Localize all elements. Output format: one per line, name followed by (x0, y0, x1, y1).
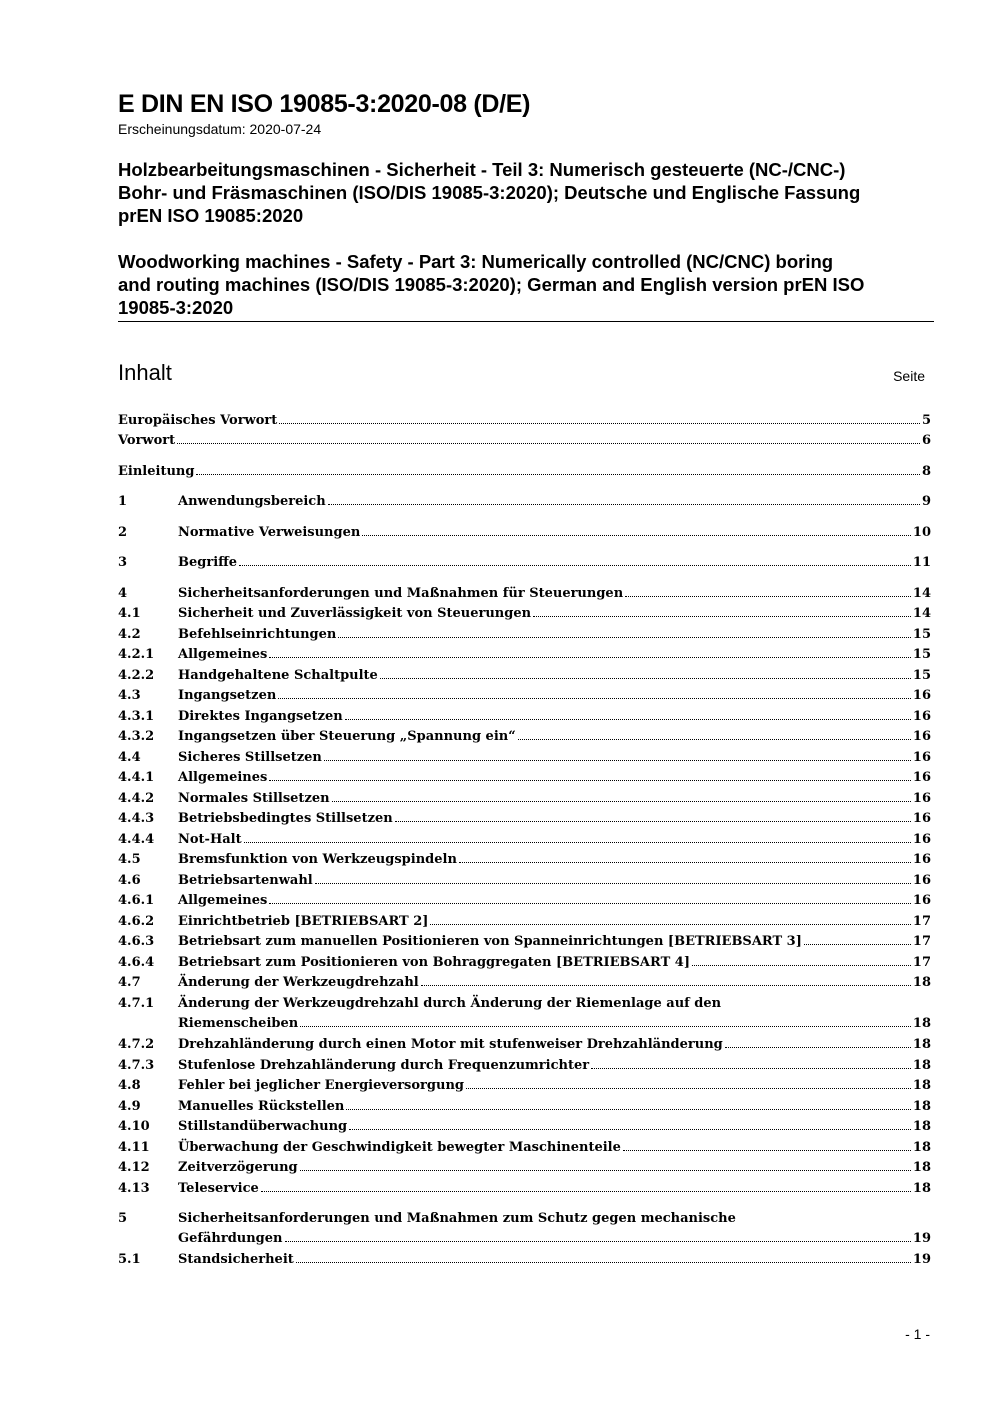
toc-entry-page: 17 (912, 914, 931, 929)
toc-dot-leader (518, 739, 911, 740)
toc-entry-title: Not-Halt (178, 832, 242, 847)
toc-entry-page: 10 (912, 525, 931, 540)
title-german-line: prEN ISO 19085:2020 (118, 205, 304, 226)
toc-entry-title: Betriebsartenwahl (178, 873, 313, 888)
toc-entry-page: 18 (912, 1140, 931, 1155)
toc-entry[interactable] (118, 622, 931, 642)
toc-entry-page: 18 (912, 1078, 931, 1093)
toc-dot-leader (300, 1026, 911, 1027)
toc-entry-title: Drehzahländerung durch einen Motor mit stufenweiser Drehzahländerung (178, 1037, 723, 1052)
toc-entry-number: 4.3.1 (118, 709, 155, 724)
toc-entry-page: 16 (912, 852, 931, 867)
document-id: E DIN EN ISO 19085-3:2020-08 (D/E) (118, 90, 531, 118)
toc-entry-title: Anwendungsbereich (178, 494, 326, 509)
toc-entry[interactable] (118, 909, 931, 929)
toc-entry-page: 14 (912, 586, 931, 601)
toc-entry[interactable] (118, 683, 931, 703)
toc-entry-page: 17 (912, 934, 931, 949)
toc-entry-title: Allgemeines (178, 647, 268, 662)
title-english-line: 19085-3:2020 (118, 297, 234, 318)
toc-heading: Inhalt (118, 360, 172, 385)
toc-entry-number: 4.4.4 (118, 832, 155, 847)
toc-entry-title: Allgemeines (178, 770, 268, 785)
toc-dot-leader (338, 637, 911, 638)
toc-entry-page: 16 (912, 770, 931, 785)
toc-entry-title: Einleitung (118, 464, 195, 479)
toc-entry[interactable] (118, 1206, 931, 1226)
toc-entry[interactable] (118, 642, 931, 662)
toc-entry-title: Stillstandüberwachung (178, 1119, 348, 1134)
toc-entry-page: 18 (912, 1181, 931, 1196)
toc-entry-number: 4.9 (118, 1099, 141, 1114)
toc-entry-page: 18 (912, 1037, 931, 1052)
toc-entry-number: 4.4.1 (118, 770, 155, 785)
toc-dot-leader (591, 1068, 911, 1069)
toc-entry[interactable] (118, 970, 931, 990)
toc-dot-leader (395, 821, 911, 822)
toc-entry-title: Sicherheitsanforderungen und Maßnahmen für Steuerungen (178, 586, 624, 601)
toc-entry-page: 16 (912, 893, 931, 908)
toc-entry-number: 4.4 (118, 750, 141, 765)
toc-entry-title: Standsicherheit (178, 1252, 294, 1267)
title-german (118, 158, 938, 227)
toc-dot-leader (328, 504, 920, 505)
toc-entry-title: Fehler bei jeglicher Energieversorgung (178, 1078, 464, 1093)
toc-entry[interactable] (118, 489, 931, 509)
toc-entry-page: 16 (912, 811, 931, 826)
toc-entry[interactable] (118, 1053, 931, 1073)
toc-entry-page: 18 (912, 1016, 931, 1031)
toc-entry-page: 6 (921, 433, 931, 448)
toc-entry-page: 17 (912, 955, 931, 970)
toc-entry-number: 4.3 (118, 688, 141, 703)
toc-entry-title: Direktes Ingangsetzen (178, 709, 343, 724)
toc-entry[interactable] (118, 581, 931, 601)
toc-entry[interactable] (118, 1114, 931, 1134)
toc-entry-page: 16 (912, 873, 931, 888)
toc-dot-leader (324, 760, 911, 761)
toc-entry[interactable] (118, 1176, 931, 1196)
toc-dot-leader (244, 842, 911, 843)
title-german-line: Bohr- und Fräsmaschinen (ISO/DIS 19085-3:2020); Deutsche und Englische Fassung (118, 182, 861, 203)
toc-dot-leader (804, 944, 911, 945)
toc-entry-number: 4.1 (118, 606, 141, 621)
toc-entry-number: 4.7.2 (118, 1037, 155, 1052)
toc-entry-title: Einrichtbetrieb [BETRIEBSART 2] (178, 914, 429, 929)
toc-dot-leader (430, 924, 910, 925)
toc-entry-number: 3 (118, 555, 128, 570)
toc-entry[interactable] (118, 1155, 931, 1175)
toc-entry-title: Sicherheit und Zuverlässigkeit von Steuerungen (178, 606, 532, 621)
toc-entry-title: Änderung der Werkzeugdrehzahl (178, 975, 419, 990)
toc-entry-number: 5.1 (118, 1252, 141, 1267)
toc-entry-title: Befehlseinrichtungen (178, 627, 337, 642)
toc-entry-number: 4.11 (118, 1140, 150, 1155)
toc-entry-number: 4.10 (118, 1119, 150, 1134)
toc-entry-page: 5 (921, 413, 931, 428)
toc-dot-leader (285, 1241, 911, 1242)
toc-entry-title: Allgemeines (178, 893, 268, 908)
toc-dot-leader (345, 719, 911, 720)
toc-dot-leader (346, 1109, 911, 1110)
toc-entry-page: 18 (912, 1160, 931, 1175)
toc-dot-leader (300, 1170, 911, 1171)
toc-entry-title: Stufenlose Drehzahländerung durch Frequenzumrichter (178, 1058, 590, 1073)
toc-entry-title: Vorwort (118, 433, 176, 448)
toc-entry-number: 4.3.2 (118, 729, 155, 744)
toc-entry-number: 1 (118, 494, 128, 509)
toc-dot-leader (177, 443, 920, 444)
toc-entry[interactable] (118, 724, 931, 744)
toc-entry-title: Betriebsbedingtes Stillsetzen (178, 811, 393, 826)
toc-dot-leader (269, 657, 911, 658)
toc-entry-number: 4.4.3 (118, 811, 155, 826)
toc-entry[interactable] (118, 428, 931, 448)
toc-entry-title: Manuelles Rückstellen (178, 1099, 345, 1114)
toc-dot-leader (296, 1262, 911, 1263)
toc-entry[interactable] (118, 827, 931, 847)
toc-entry[interactable] (118, 806, 931, 826)
toc-entry-title: Teleservice (178, 1181, 259, 1196)
toc-entry-title: Europäisches Vorwort (118, 413, 278, 428)
toc-entry-page: 15 (912, 668, 931, 683)
toc-dot-leader (279, 423, 920, 424)
toc-entry-title: Begriffe (178, 555, 238, 570)
toc-entry-page: 18 (912, 1119, 931, 1134)
toc-entry-page: 18 (912, 975, 931, 990)
toc-entry-number: 4.12 (118, 1160, 150, 1175)
toc-entry-title: Ingangsetzen über Steuerung „Spannung ein“ (178, 729, 516, 744)
toc-dot-leader (239, 565, 911, 566)
toc-entry-number: 2 (118, 525, 128, 540)
toc-entry-title: Änderung der Werkzeugdrehzahl durch Änderung der Riemenlage auf den (178, 996, 722, 1011)
toc-entry-page: 16 (912, 832, 931, 847)
title-english-line: Woodworking machines - Safety - Part 3: Numerically controlled (NC/CNC) boring (118, 251, 834, 272)
toc-entry-title-continuation: Gefährdungen (178, 1231, 283, 1246)
toc-entry[interactable] (118, 991, 931, 1011)
toc-entry-page: 15 (912, 647, 931, 662)
toc-entry-page: 15 (912, 627, 931, 642)
toc-entry-page: 11 (912, 555, 931, 570)
toc-entry[interactable] (118, 1094, 931, 1114)
toc-entry-continuation[interactable] (178, 1226, 931, 1246)
toc-entry-number: 4.2.2 (118, 668, 155, 683)
toc-entry-title: Sicherheitsanforderungen und Maßnahmen zum Schutz gegen mechanische (178, 1211, 736, 1226)
toc-entry-title: Sicheres Stillsetzen (178, 750, 322, 765)
toc-dot-leader (261, 1191, 911, 1192)
toc-entry[interactable] (118, 847, 931, 867)
title-german-line: Holzbearbeitungsmaschinen - Sicherheit - Teil 3: Numerisch gesteuerte (NC-/CNC-) (118, 159, 846, 180)
toc-entry-title: Betriebsart zum Positionieren von Bohraggregaten [BETRIEBSART 4] (178, 955, 690, 970)
toc-entry-number: 4.7.1 (118, 996, 155, 1011)
toc-entry[interactable] (118, 929, 931, 949)
toc-entry[interactable] (118, 408, 931, 428)
toc-dot-leader (466, 1088, 911, 1089)
toc-dot-leader (362, 535, 911, 536)
toc-entry[interactable] (118, 745, 931, 765)
toc-entry[interactable] (118, 601, 931, 621)
toc-dot-leader (421, 985, 911, 986)
toc-entry[interactable] (118, 888, 931, 908)
toc-dot-leader (692, 965, 911, 966)
toc-entry-page: 18 (912, 1058, 931, 1073)
toc-entry-page: 16 (912, 709, 931, 724)
toc-dot-leader (332, 801, 911, 802)
toc-dot-leader (315, 883, 911, 884)
toc-dot-leader (269, 780, 911, 781)
toc-entry-number: 4.6.4 (118, 955, 155, 970)
title-english-line: and routing machines (ISO/DIS 19085-3:2020); German and English version prEN ISO (118, 274, 865, 295)
toc-entry-number: 4.2 (118, 627, 141, 642)
toc-entry-number: 4.4.2 (118, 791, 155, 806)
toc-entry[interactable] (118, 1073, 931, 1093)
toc-entry-number: 4.6.1 (118, 893, 155, 908)
toc-entry-number: 4.8 (118, 1078, 141, 1093)
toc-entry-title: Bremsfunktion von Werkzeugspindeln (178, 852, 457, 867)
toc-dot-leader (196, 474, 920, 475)
toc-entry[interactable] (118, 786, 931, 806)
toc-entry-number: 4.6.2 (118, 914, 155, 929)
publication-date: Erscheinungsdatum: 2020-07-24 (118, 121, 322, 137)
toc-entry-number: 4 (118, 586, 128, 601)
toc-entry-page: 14 (912, 606, 931, 621)
toc-entry-title: Zeitverzögerung (178, 1160, 298, 1175)
toc-entry-page: 16 (912, 750, 931, 765)
title-english (118, 250, 938, 319)
toc-entry[interactable] (118, 1247, 931, 1267)
toc-page-column-label: Seite (893, 368, 925, 384)
toc-entry-number: 4.6 (118, 873, 141, 888)
toc-entry[interactable] (118, 459, 931, 479)
toc-entry-number: 4.5 (118, 852, 141, 867)
toc-dot-leader (269, 903, 911, 904)
toc-entry-page: 16 (912, 729, 931, 744)
toc-entry-title: Normative Verweisungen (178, 525, 361, 540)
toc-entry-page: 19 (912, 1252, 931, 1267)
toc-entry-title-continuation: Riemenscheiben (178, 1016, 299, 1031)
toc-entry[interactable] (118, 868, 931, 888)
toc-entry[interactable] (118, 520, 931, 540)
toc-dot-leader (459, 862, 911, 863)
toc-entry-title: Handgehaltene Schaltpulte (178, 668, 378, 683)
header-divider (118, 321, 934, 322)
toc-entry-title: Normales Stillsetzen (178, 791, 330, 806)
toc-entry-page: 16 (912, 791, 931, 806)
toc-dot-leader (725, 1047, 911, 1048)
toc-entry-title: Ingangsetzen (178, 688, 277, 703)
toc-entry[interactable] (118, 765, 931, 785)
toc-dot-leader (625, 596, 911, 597)
toc-entry[interactable] (118, 663, 931, 683)
toc-entry-page: 18 (912, 1099, 931, 1114)
toc-entry-page: 9 (921, 494, 931, 509)
toc-entry-number: 4.2.1 (118, 647, 155, 662)
toc-entry-title: Überwachung der Geschwindigkeit bewegter Maschinenteile (178, 1140, 621, 1155)
toc-dot-leader (380, 678, 911, 679)
toc-entry-number: 4.7.3 (118, 1058, 155, 1073)
toc-entry-page: 8 (921, 464, 931, 479)
toc-entry-number: 4.6.3 (118, 934, 155, 949)
toc-entry[interactable] (118, 950, 931, 970)
toc-entry-number: 4.7 (118, 975, 141, 990)
toc-entry[interactable] (118, 1135, 931, 1155)
page-number: - 1 - (905, 1326, 930, 1342)
toc-entry-page: 16 (912, 688, 931, 703)
toc-entry[interactable] (118, 704, 931, 724)
toc-dot-leader (349, 1129, 911, 1130)
toc-dot-leader (533, 616, 911, 617)
toc-dot-leader (623, 1150, 911, 1151)
toc-entry-page: 19 (912, 1231, 931, 1246)
toc-entry-number: 5 (118, 1211, 128, 1226)
toc-entry-title: Betriebsart zum manuellen Positionieren von Spanneinrichtungen [BETRIEBSART 3] (178, 934, 802, 949)
toc-entry[interactable] (118, 550, 931, 570)
toc-entry-continuation[interactable] (178, 1011, 931, 1031)
toc-dot-leader (278, 698, 911, 699)
toc-entry[interactable] (118, 1032, 931, 1052)
toc-entry-number: 4.13 (118, 1181, 150, 1196)
